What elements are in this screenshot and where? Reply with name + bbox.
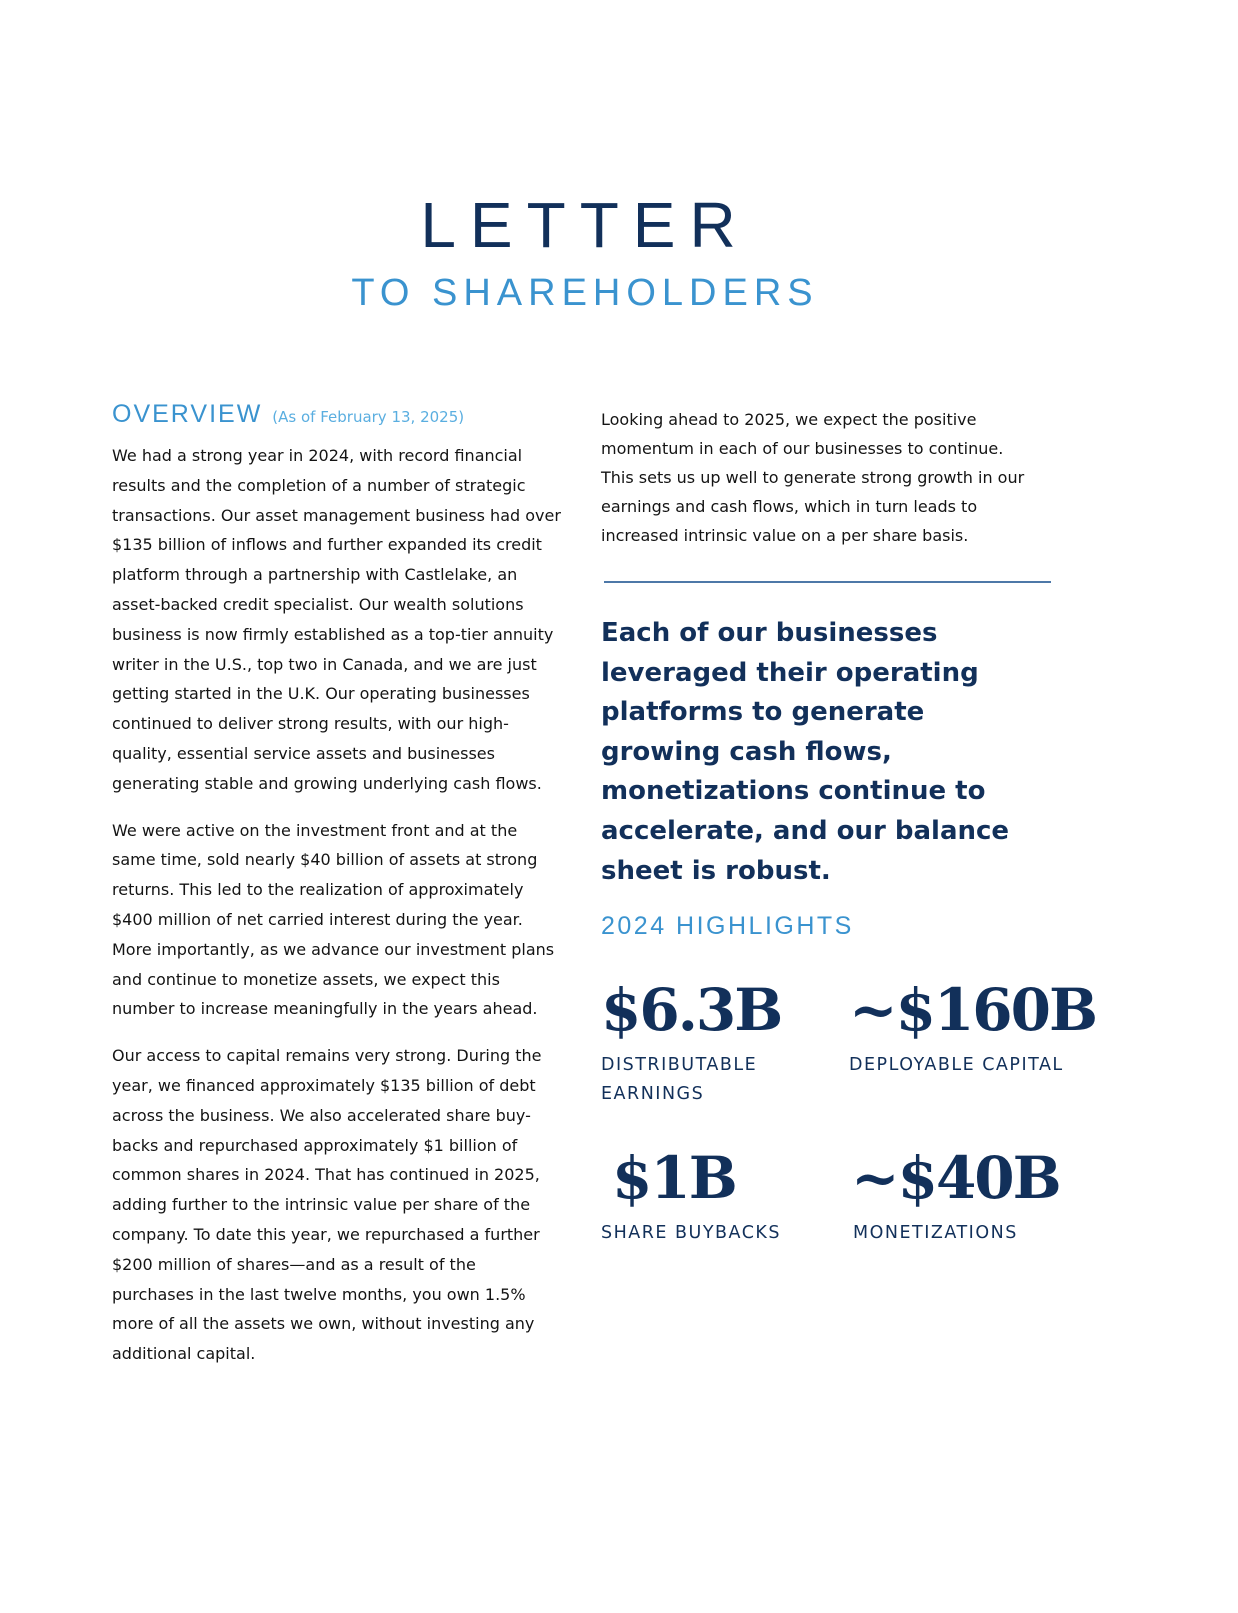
outlook-paragraph: Looking ahead to 2025, we expect the positive momentum in each of our businesses to continue. This sets us up well to generate strong growth in our earnings and cash flows, which in turn leads to increased intrinsic value on a per share basis. <box>601 410 1025 545</box>
overview-paragraph-3: Our access to capital remains very strong. During the year, we financed approximately $135 billion of debt across the business. We also accelerated share buy-backs and repurchased approximately $1 billion of common shares in 2024. That has continued in 2025, adding further to the intrinsic value per share of the company. To date this year, we repurchased a further $200 million of shares—and as a result of the purchases in the last twelve months, you own 1.5% more of all the assets we own, without investing any additional capital. <box>112 1046 542 1364</box>
overview-date-note: (As of February 13, 2025) <box>272 408 465 426</box>
highlights-heading: 2024 HIGHLIGHTS <box>601 912 854 940</box>
stat-deployable-capital <box>849 976 1149 1080</box>
page-subtitle: TO SHAREHOLDERS <box>351 272 819 314</box>
stat-distributable-earnings <box>601 976 831 1109</box>
stat-value: ~$160B <box>849 976 1097 1044</box>
overview-section <box>112 400 562 1386</box>
stat-value: $6.3B <box>601 976 782 1044</box>
stat-label: DISTRIBUTABLE EARNINGS <box>601 1055 758 1104</box>
overview-paragraph-1: We had a strong year in 2024, with record financial results and the completion of a number of strategic transactions. Our asset management business had over $135 billion of inflows and further expanded its credit platform through a partnership with Castlelake, an asset-backed credit specialist. Our wealth solutions business is now firmly established as a top-tier annuity writer in the U.S., top two in Canada, and we are just getting started in the U.K. Our operating businesses continued to deliver strong results, with our high-quality, essential service assets and businesses generating stable and growing underlying cash flows. <box>112 446 561 793</box>
overview-header <box>112 400 562 429</box>
stat-label: MONETIZATIONS <box>853 1223 1018 1243</box>
stat-label: SHARE BUYBACKS <box>601 1223 781 1243</box>
overview-paragraph-2: We were active on the investment front and at the same time, sold nearly $40 billion of assets at strong returns. This led to the realization of approximately $400 million of net carried interest during the year. More importantly, as we advance our investment plans and continue to monetize assets, we expect this number to increase meaningfully in the years ahead. <box>112 820 555 1019</box>
stat-label: DEPLOYABLE CAPITAL <box>849 1055 1064 1075</box>
stat-value: $1B <box>612 1144 736 1212</box>
stat-value: ~$40B <box>851 1144 1060 1212</box>
section-divider <box>604 581 1051 583</box>
pull-quote: Each of our businesses leveraged their operating platforms to generate growing cash flows, monetizations continue to accelerate, and our balance sheet is robust. <box>601 618 1010 886</box>
overview-heading: OVERVIEW <box>112 400 263 428</box>
stat-monetizations <box>851 1144 1151 1248</box>
page-title: LETTER <box>420 189 750 261</box>
outlook-section <box>601 405 1041 567</box>
stat-share-buybacks <box>601 1144 842 1248</box>
